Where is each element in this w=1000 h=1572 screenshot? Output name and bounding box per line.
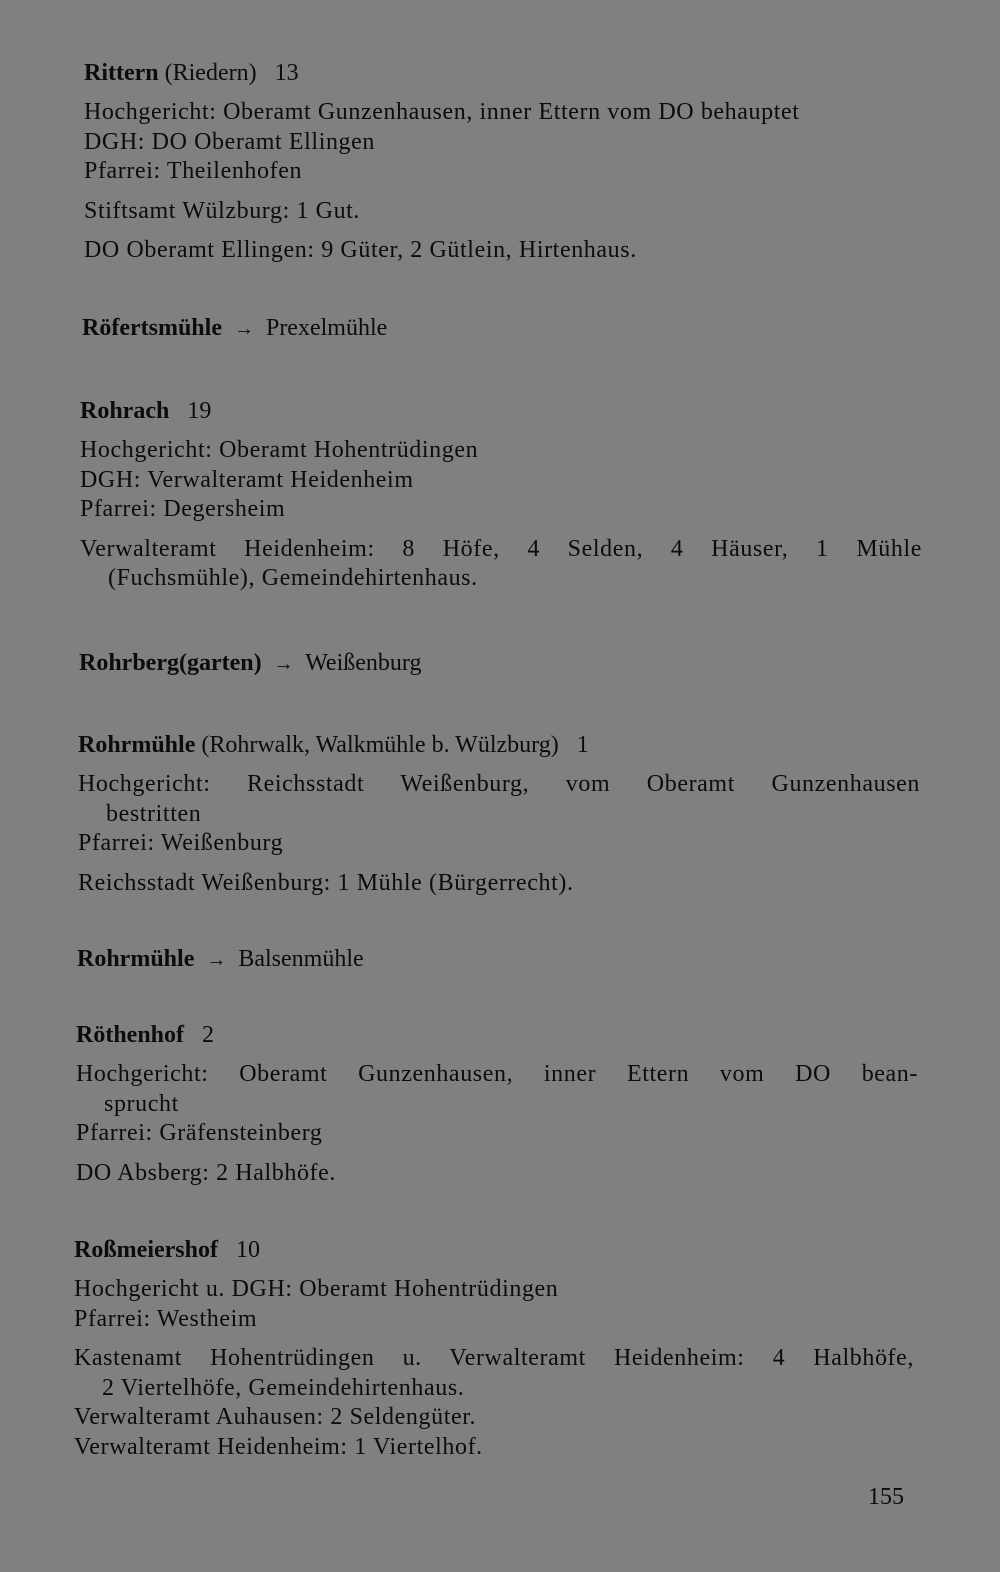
entry-line: (Fuchsmühle), Gemeindehirtenhaus. bbox=[108, 565, 478, 591]
entry-rittern bbox=[84, 58, 924, 266]
entry-rossmeiershof bbox=[74, 1235, 914, 1462]
entry-heading bbox=[80, 396, 922, 426]
entry-name: Röfertsmühle bbox=[82, 315, 222, 341]
entry-heading bbox=[76, 1020, 918, 1050]
entry-line: Hochgericht: Reichsstadt Weißenburg, vom Oberamt Gunzenhausen bbox=[78, 771, 920, 797]
entry-name: Röthenhof bbox=[76, 1022, 185, 1048]
entry-rohrberggarten bbox=[79, 648, 921, 679]
entry-heading bbox=[74, 1235, 914, 1265]
entry-number: 1 bbox=[576, 732, 589, 758]
entry-name: Rittern bbox=[84, 60, 159, 86]
entry-number: 2 bbox=[202, 1022, 215, 1048]
cross-reference: Weißenburg bbox=[305, 650, 422, 676]
entry-roethenhof bbox=[76, 1020, 918, 1188]
entry-line: Hochgericht: Oberamt Gunzenhausen, inner Ettern vom DO behauptet bbox=[84, 99, 800, 125]
entry-line: Pfarrei: Degersheim bbox=[80, 496, 286, 522]
entry-line: Stiftsamt Wülzburg: 1 Gut. bbox=[84, 197, 361, 224]
cross-reference: Balsenmühle bbox=[238, 946, 364, 972]
entry-heading bbox=[77, 944, 919, 975]
entry-line: Verwalteramt Heidenheim: 8 Höfe, 4 Selden, 4 Häuser, 1 Mühle bbox=[80, 535, 922, 562]
entry-line: bestritten bbox=[106, 800, 202, 827]
entry-rohrmuehle bbox=[78, 730, 920, 898]
cross-reference: Prexelmühle bbox=[265, 315, 388, 341]
entry-rohrmuehle-ref bbox=[77, 944, 919, 975]
see-arrow-icon: → bbox=[206, 949, 227, 971]
entry-heading bbox=[78, 730, 920, 760]
page-number: 155 bbox=[868, 1484, 904, 1510]
entry-note: (Rohrwalk, Walkmühle b. Wülzburg) bbox=[201, 732, 559, 758]
entry-heading bbox=[79, 648, 921, 679]
entry-heading bbox=[82, 313, 924, 344]
entry-line: Pfarrei: Theilenhofen bbox=[84, 158, 303, 184]
entry-line: Hochgericht u. DGH: Oberamt Hohentrüdingen bbox=[74, 1276, 559, 1302]
entry-name: Rohrach bbox=[80, 398, 170, 424]
entry-line: Kastenamt Hohentrüdingen u. Verwalteramt Heidenheim: 4 Halbhöfe, bbox=[74, 1345, 914, 1371]
entry-line: Hochgericht: Oberamt Gunzenhausen, inner Ettern vom DO bean- bbox=[76, 1061, 918, 1087]
entry-line: Pfarrei: Weißenburg bbox=[78, 830, 284, 856]
entry-name: Roßmeiershof bbox=[74, 1237, 218, 1263]
entry-number: 13 bbox=[274, 60, 299, 86]
entry-line: Reichsstadt Weißenburg: 1 Mühle (Bürgerrecht). bbox=[78, 869, 574, 896]
entry-number: 10 bbox=[235, 1237, 260, 1263]
entry-line: Verwalteramt Auhausen: 2 Seldengüter. bbox=[74, 1404, 477, 1430]
entry-line: DGH: Verwalteramt Heidenheim bbox=[80, 466, 414, 493]
entry-line: sprucht bbox=[104, 1090, 179, 1117]
entry-line: Hochgericht: Oberamt Hohentrüdingen bbox=[80, 437, 479, 463]
see-arrow-icon: → bbox=[273, 653, 294, 675]
entry-rohrach bbox=[80, 396, 922, 594]
entry-line: Pfarrei: Westheim bbox=[74, 1305, 258, 1332]
entry-line: 2 Viertelhöfe, Gemeindehirtenhaus. bbox=[102, 1374, 465, 1401]
entry-heading bbox=[84, 58, 924, 88]
entry-name: Rohrberg(garten) bbox=[79, 650, 262, 676]
entry-note: (Riedern) bbox=[164, 60, 257, 86]
entry-roefertsmuehle bbox=[82, 313, 924, 344]
entry-line: DO Oberamt Ellingen: 9 Güter, 2 Gütlein, Hirtenhaus. bbox=[84, 237, 637, 263]
entry-name: Rohrmühle bbox=[77, 946, 195, 972]
entry-line: Verwalteramt Heidenheim: 1 Viertelhof. bbox=[74, 1433, 483, 1460]
see-arrow-icon: → bbox=[233, 318, 254, 340]
entry-line: Pfarrei: Gräfensteinberg bbox=[76, 1120, 323, 1146]
entry-number: 19 bbox=[187, 398, 212, 424]
entry-line: DO Absberg: 2 Halbhöfe. bbox=[76, 1159, 336, 1186]
entry-line: DGH: DO Oberamt Ellingen bbox=[84, 128, 376, 155]
entry-name: Rohrmühle bbox=[78, 732, 196, 758]
